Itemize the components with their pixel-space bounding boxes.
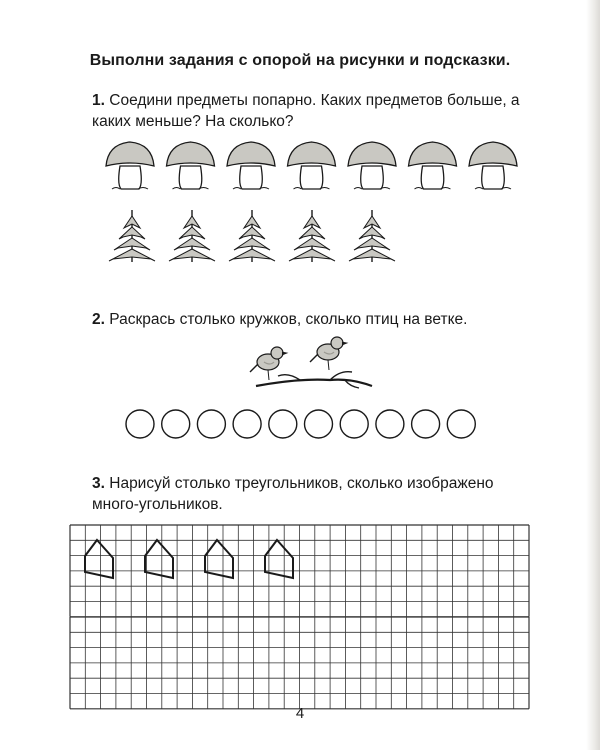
mushroom-stem bbox=[119, 166, 142, 189]
branch bbox=[256, 380, 372, 386]
mushroom-cap bbox=[409, 142, 457, 166]
bird-head bbox=[271, 347, 283, 359]
bird-beak bbox=[342, 342, 347, 345]
color-circle[interactable] bbox=[162, 410, 190, 438]
mushroom-cap bbox=[348, 142, 396, 166]
page-number: 4 bbox=[295, 705, 305, 722]
color-circle[interactable] bbox=[376, 410, 404, 438]
color-circle[interactable] bbox=[269, 410, 297, 438]
task-3-number: 3. bbox=[92, 475, 105, 492]
color-circle[interactable] bbox=[197, 410, 225, 438]
mushroom bbox=[227, 142, 275, 189]
spruce-tree bbox=[289, 210, 335, 262]
task-3-text: Нарисуй столько треугольников, сколько изображено много-угольников. bbox=[92, 475, 494, 513]
tree-row bbox=[109, 210, 395, 262]
mushroom-stem bbox=[240, 166, 263, 189]
polygon bbox=[145, 540, 173, 578]
mushroom-stem bbox=[179, 166, 202, 189]
mushroom-cap bbox=[167, 142, 215, 166]
bird-leg bbox=[328, 360, 329, 370]
polygon bbox=[85, 540, 113, 578]
task-2-number: 2. bbox=[92, 311, 105, 328]
mushroom bbox=[469, 142, 517, 189]
color-circle[interactable] bbox=[126, 410, 154, 438]
color-circle[interactable] bbox=[412, 410, 440, 438]
mushroom bbox=[348, 142, 396, 189]
color-circle[interactable] bbox=[340, 410, 368, 438]
mushroom bbox=[288, 142, 336, 189]
mushroom-stem bbox=[361, 166, 384, 189]
bird-tail bbox=[250, 364, 258, 372]
task-1-text: Соедини предметы попарно. Каких предметов больше, а каких меньше? На сколько? bbox=[92, 92, 520, 130]
branch-with-birds bbox=[250, 337, 372, 388]
page-title: Выполни задания с опорой на рисунки и подсказки. bbox=[89, 52, 511, 69]
color-circle[interactable] bbox=[305, 410, 333, 438]
mushroom-stem bbox=[421, 166, 444, 189]
circle-row bbox=[126, 410, 475, 438]
spruce-tree bbox=[169, 210, 215, 262]
grid-with-polygons bbox=[70, 525, 529, 617]
mushroom bbox=[409, 142, 457, 189]
bird-leg bbox=[268, 370, 269, 380]
mushroom-cap bbox=[227, 142, 275, 166]
task-1-number: 1. bbox=[92, 92, 105, 109]
mushroom bbox=[106, 142, 154, 189]
spruce-tree bbox=[229, 210, 275, 262]
task-2 bbox=[92, 309, 532, 330]
spruce-tree bbox=[349, 210, 395, 262]
bird-beak bbox=[282, 352, 287, 355]
mushroom bbox=[167, 142, 215, 189]
mushroom-stem bbox=[300, 166, 323, 189]
mushroom-cap bbox=[288, 142, 336, 166]
bird-tail bbox=[310, 354, 318, 362]
color-circle[interactable] bbox=[233, 410, 261, 438]
mushroom-cap bbox=[106, 142, 154, 166]
polygon bbox=[205, 540, 233, 578]
bird bbox=[310, 337, 347, 370]
color-circle[interactable] bbox=[447, 410, 475, 438]
task-2-text: Раскрась столько кружков, сколько птиц на ветке. bbox=[109, 311, 468, 328]
empty-grid[interactable] bbox=[70, 617, 529, 709]
mushroom-row bbox=[106, 142, 517, 189]
spruce-tree bbox=[109, 210, 155, 262]
bird-head bbox=[331, 337, 343, 349]
task-3 bbox=[92, 473, 532, 515]
mushroom-stem bbox=[482, 166, 505, 189]
mushroom-cap bbox=[469, 142, 517, 166]
